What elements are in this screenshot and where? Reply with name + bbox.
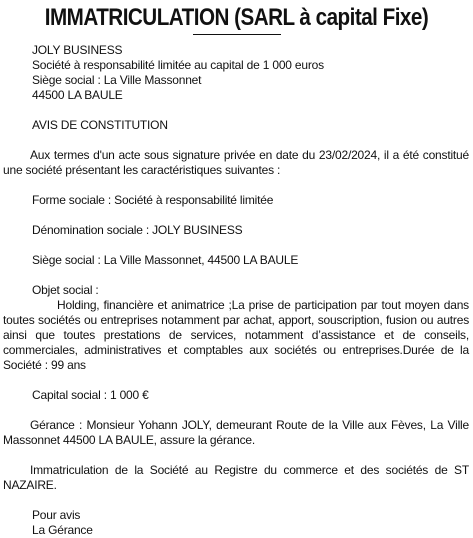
company-form-capital: Société à responsabilité limitée au capital de 1 000 euros bbox=[32, 58, 324, 72]
management-paragraph: Gérance : Monsieur Yohann JOLY, demeurant Route de la Ville aux Fèves, La Ville Massonnet 44500 LA BAULE, assure la gérance. bbox=[3, 418, 469, 447]
notice-heading: IMMATRICULATION (SARL à capital Fixe) bbox=[44, 4, 429, 31]
notice-title: AVIS DE CONSTITUTION bbox=[32, 118, 168, 132]
company-address: Siège social : La Ville Massonnet bbox=[32, 73, 202, 87]
registration-paragraph: Immatriculation de la Société au Registre du commerce et des sociétés de ST NAZAIRE. bbox=[3, 463, 469, 492]
corporate-purpose-content: Holding, financière et animatrice ;La prise de participation par tout moyen dans toutes sociétés ou entreprises notamment par achat, apport, souscription, fusion ou autres ainsi que toutes prestations de services, notamment d’assistance et de conseils, commerciales, administratives et comptables aux sociétés ou entreprises.Durée de la Société : 99 ans bbox=[3, 298, 469, 372]
company-name: JOLY BUSINESS bbox=[32, 43, 123, 57]
registered-office-line: Siège social : La Ville Massonnet, 44500 LA BAULE bbox=[32, 253, 299, 267]
heading-underline bbox=[193, 34, 281, 35]
signoff-line-2: La Gérance bbox=[32, 523, 93, 537]
intro-paragraph: Aux termes d'un acte sous signature privée en date du 23/02/2024, il a été constitué une société présentant les caractéristiques suivantes : bbox=[3, 148, 469, 177]
signoff-line-1: Pour avis bbox=[32, 508, 81, 522]
company-denomination-line: Dénomination sociale : JOLY BUSINESS bbox=[32, 223, 243, 237]
notice-body bbox=[3, 43, 469, 538]
company-postcode-city: 44500 LA BAULE bbox=[32, 88, 123, 102]
corporate-purpose-label: Objet social : bbox=[32, 283, 99, 297]
corporate-purpose-text bbox=[3, 298, 469, 373]
legal-form-line: Forme sociale : Société à responsabilité limitée bbox=[32, 193, 274, 207]
share-capital-line: Capital social : 1 000 € bbox=[32, 388, 149, 402]
